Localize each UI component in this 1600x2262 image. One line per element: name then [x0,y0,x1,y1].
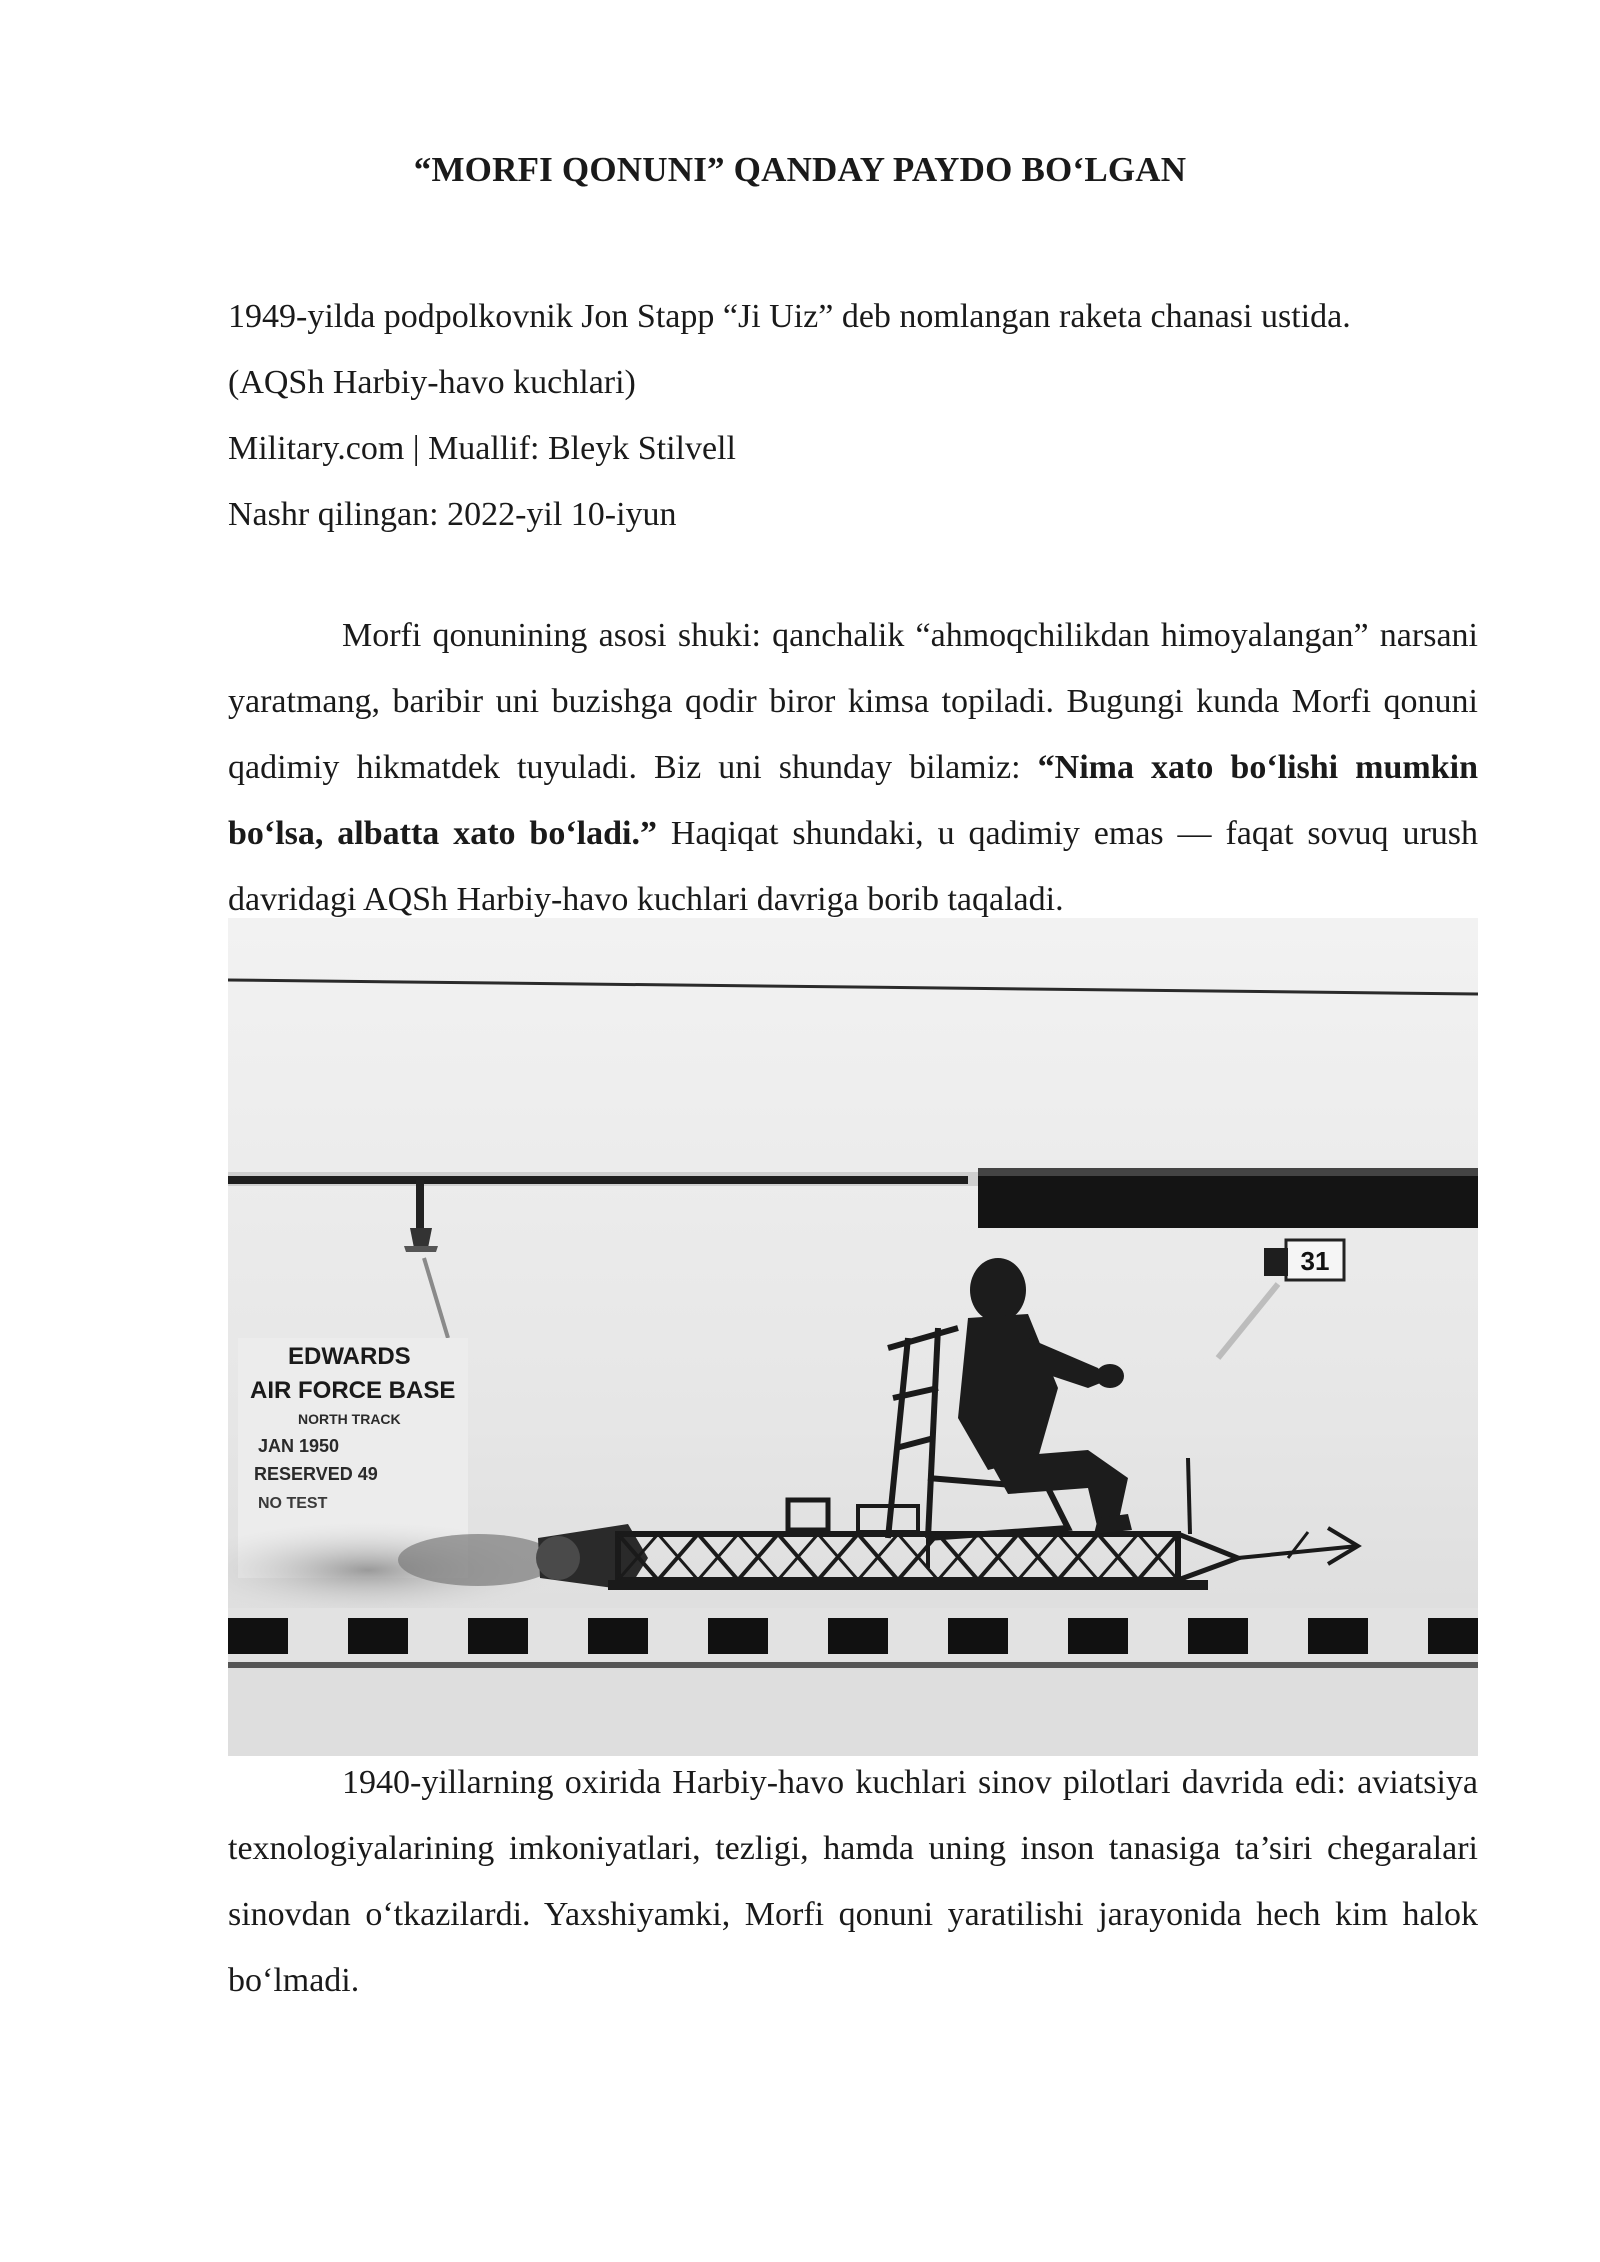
publish-date-line: Nashr qilingan: 2022-yil 10-iyun [228,496,677,533]
murphy-law-quote: “Nima xato bo‘lishi mumkin bo‘lsa, albatta xato bo‘ladi.” [228,749,1478,852]
rocket-sled-photo [228,918,1478,1756]
track-rail [228,1608,1478,1668]
photo-caption-line: 1949-yilda podpolkovnik Jon Stapp “Ji Uiz” deb nomlangan raketa chanasi ustida. [228,298,1351,335]
source-author-line: Military.com | Muallif: Bleyk Stilvell [228,430,736,467]
photo-credit-line: (AQSh Harbiy-havo kuchlari) [228,364,636,401]
sign-line-1: EDWARDS [288,1343,411,1370]
intro-text-before: Morfi qonunining asosi shuki: qanchalik “ahmoqchilikdan himoyalangan” narsani yaratmang, baribir uni buzishga qodir biror kimsa topiladi. Bugungi kunda Morfi qonuni qadimiy hikmatdek tuyuladi. Biz uni shunday bilamiz: [228,617,1478,786]
intro-paragraph [228,603,1478,933]
history-paragraph: 1940-yillarning oxirida Harbiy-havo kuchlari sinov pilotlari davrida edi: aviatsiya texnologiyalarining imkoniyatlari, tezligi, hamda uning inson tanasiga ta’siri chegaralari sinovdan o‘tkazilardi. Yaxshiyamki, Morfi qonuni yaratilishi jarayonida hech kim halok bo‘lmadi. [228,1764,1478,1999]
sign-line-6: NO TEST [258,1495,328,1512]
sign-line-4: JAN 1950 [258,1436,340,1456]
page-title: “MORFI QONUNI” QANDAY PAYDO BO‘LGAN [413,150,1187,189]
sign-line-2: AIR FORCE BASE [250,1377,456,1404]
intro-text-after: Haqiqat shundaki, u qadimiy emas — faqat sovuq urush davridagi AQSh Harbiy-havo kuchlari davriga borib taqaladi. [228,815,1478,918]
article-meta [228,284,1478,548]
marker-label: 31 [1300,1246,1330,1276]
sign-line-3: NORTH TRACK [298,1411,401,1427]
sign-line-5: RESERVED 49 [254,1464,378,1484]
